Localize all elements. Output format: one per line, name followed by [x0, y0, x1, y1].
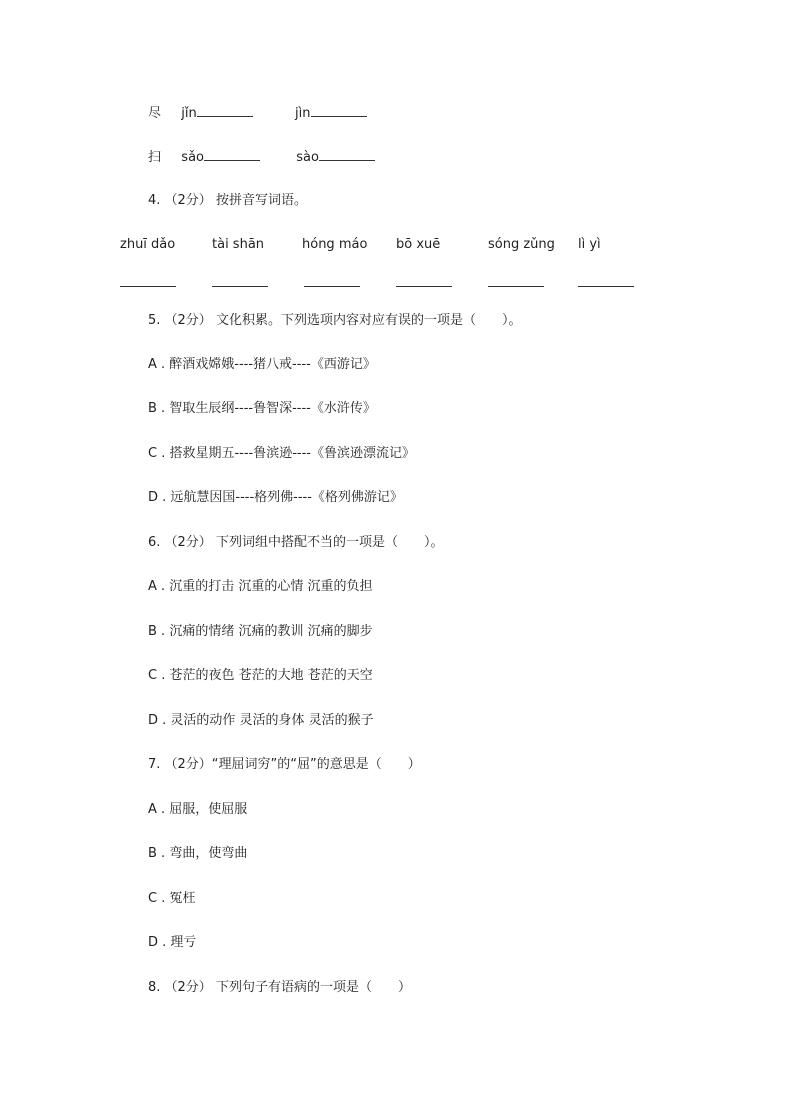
q5-option-d[interactable]: D . 远航慧因国----格列佛----《格列佛游记》 — [148, 490, 403, 505]
q4-pinyin: zhuī dǎo — [120, 237, 176, 252]
q3-char-jin: 尽 — [148, 106, 162, 121]
q4-answer-blank[interactable] — [120, 286, 176, 287]
q4-pinyin: lì yì — [578, 237, 601, 252]
q5-option-b[interactable]: B . 智取生辰纲----鲁智深----《水浒传》 — [148, 401, 376, 416]
q3-blank[interactable] — [197, 104, 253, 117]
q6-option-a[interactable]: A . 沉重的打击 沉重的心情 沉重的负担 — [148, 579, 373, 594]
q6-option-b[interactable]: B . 沉痛的情绪 沉痛的教训 沉痛的脚步 — [148, 624, 373, 639]
q3-row-sao — [148, 148, 375, 167]
q7-option-c[interactable]: C . 冤枉 — [148, 891, 196, 906]
q3-row-jin — [148, 104, 367, 123]
q7-option-d[interactable]: D . 理亏 — [148, 935, 197, 950]
q3-char-sao: 扫 — [148, 150, 162, 165]
q4-stem: 4. （2分） 按拼音写词语。 — [148, 193, 307, 208]
q4-pinyin: bō xuē — [396, 237, 441, 252]
q4-pinyin: sóng zǔng — [488, 237, 555, 252]
q6-stem: 6. （2分） 下列词组中搭配不当的一项是（ ）。 — [148, 535, 444, 550]
q4-answer-blank[interactable] — [212, 286, 268, 287]
q3-blank[interactable] — [204, 148, 260, 161]
q4-pinyin: hóng máo — [302, 237, 368, 252]
q4-answer-blank[interactable] — [488, 286, 544, 287]
q3-pinyin-4: sào — [296, 150, 319, 165]
q5-option-a[interactable]: A . 醉酒戏嫦娥----猪八戒----《西游记》 — [148, 357, 376, 372]
q4-answer-blank[interactable] — [578, 286, 634, 287]
q3-pinyin-3: sǎo — [181, 150, 204, 165]
q7-option-b[interactable]: B . 弯曲，使弯曲 — [148, 846, 248, 861]
q7-option-a[interactable]: A . 屈服，使屈服 — [148, 802, 248, 817]
q4-answer-blank[interactable] — [304, 286, 360, 287]
q4-answer-blank[interactable] — [396, 286, 452, 287]
q3-pinyin-2: jìn — [295, 106, 311, 121]
q5-stem: 5. （2分） 文化积累。下列选项内容对应有误的一项是（ ）。 — [148, 313, 522, 328]
q3-blank[interactable] — [311, 104, 367, 117]
q6-option-c[interactable]: C . 苍茫的夜色 苍茫的大地 苍茫的天空 — [148, 668, 373, 683]
q3-blank[interactable] — [319, 148, 375, 161]
q5-option-c[interactable]: C . 搭救星期五----鲁滨逊----《鲁滨逊漂流记》 — [148, 446, 416, 461]
q4-pinyin: tài shān — [212, 237, 265, 252]
q7-stem: 7. （2分）“理屈词穷”的“屈”的意思是（ ） — [148, 757, 421, 772]
q6-option-d[interactable]: D . 灵活的动作 灵活的身体 灵活的猴子 — [148, 713, 374, 728]
q3-pinyin-1: jǐn — [181, 106, 197, 121]
q8-stem: 8. （2分） 下列句子有语病的一项是（ ） — [148, 980, 411, 995]
